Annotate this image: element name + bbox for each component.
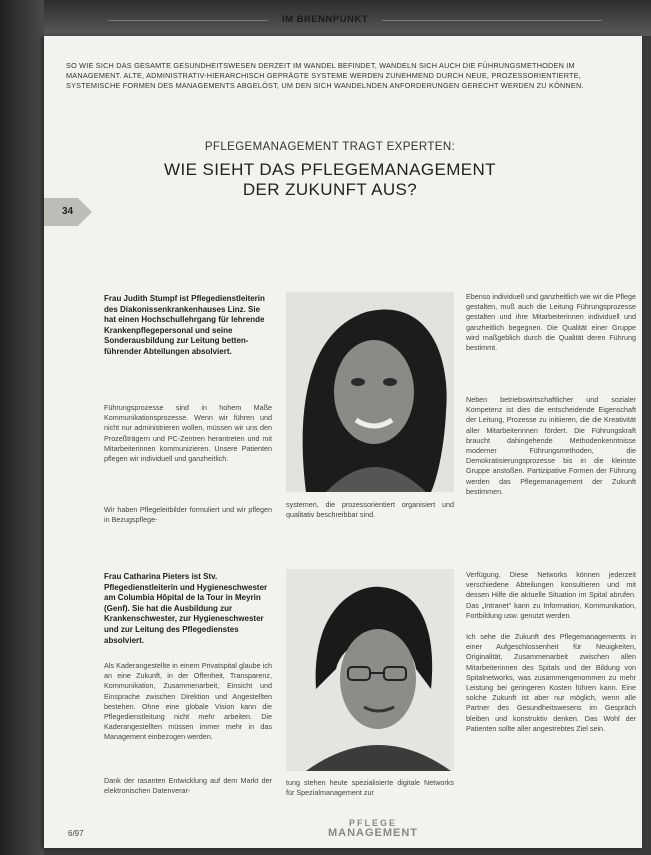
binding-gutter bbox=[0, 0, 44, 855]
section-label: IM BRENNPUNKT bbox=[281, 14, 369, 25]
portrait-catharina-pieters bbox=[286, 569, 454, 771]
article1-col3-p2: Neben betriebswirtschaftlicher und sozialer Kompetenz ist dies die entscheidende Eigenschaft der Leitung, Prozesse zu initiieren, die die Kreativität aller Mitarbeiterinnen fördert. Die Führungskraft braucht dahingehende Methodenkenntnisse moderner Führungsmethoden, die Demokratisierungsprozesse bis in die kleinste Gruppe anstoßen. Partizipative Formen der Führung werden das Pflegemanagement der Zukunft bestimmen. bbox=[466, 395, 636, 496]
bio-judith-stumpf: Frau Judith Stumpf ist Pflegedienstleiterin des Diakonissenkrankenhauses Linz. Sie hat einen Hochschullehrgang für lehrende Krankenpflegepersonal und seine Sonderausbildung zur Leitung bettenführender Abteilungen absolviert. bbox=[104, 294, 265, 356]
article1-col1-p2: Wir haben Pflegeleitbilder formuliert und wir pflegen in Bezugspflege- bbox=[104, 505, 272, 525]
header-rule-right bbox=[382, 20, 602, 21]
article1-col2-bottom: systemen, die prozessorientiert organisiert und qualitativ beschreibbar sind. bbox=[286, 500, 454, 520]
portrait-photo-2 bbox=[286, 569, 454, 771]
article2-col1-p1: Als Kaderangestellte in einem Privatspital glaube ich an eine Zukunft, in der Offenheit, Transparenz, Kommunikation, Zusammenarbeit, Einsicht und Einsprache zwischen Direktion und Angestellten bestehen. Ohne eine globale Vision kann die Pflegedienstleitung nicht mehr arbeiten. Die Kaderangestellten müssen immer mehr in das Management einbezogen werden. bbox=[104, 661, 272, 742]
magazine-logo bbox=[318, 818, 428, 838]
portrait-judith-stumpf bbox=[286, 292, 454, 492]
headline bbox=[100, 160, 560, 200]
intro-paragraph: SO WIE SICH DAS GESAMTE GESUNDHEITSWESEN DERZEIT IM WANDEL BEFINDET, WANDELN SICH AUCH DIE FÜHRUNGSMETHODEN IM MANAGEMENT. ALTE, ADMINISTRATIV-HIERARCHISCH GEPRÄGTE SYSTEME WERDEN ZUNEHMEND DURCH NEUE, PROZESSORIENTIERTE, SYSTEMISCHE FORMEN DES MANAGEMENTS ABGELÖST, UM DEN SICH WANDELNDEN ANFORDERUNGEN GERECHT WERDEN ZU KÖNNEN. bbox=[66, 61, 584, 90]
logo-line-1: PFLEGE bbox=[348, 818, 397, 828]
portrait-photo-1 bbox=[286, 292, 454, 492]
bio-catharina-pieters: Frau Catharina Pieters ist Stv. Pflegedienstleiterin und Hygieneschwester am Columbia Hôpital de la Tour in Meyrin (Genf). Sie hat die Ausbildung zur Krankenschwester, zur Hygieneschwester und zur Leitung des Pflegedienstes absolviert. bbox=[104, 572, 268, 645]
page-number: 34 bbox=[62, 206, 74, 217]
headline-line-1: WIE SIEHT DAS PFLEGEMANAGEMENT bbox=[164, 160, 496, 179]
article1-col1-p1: Führungsprozesse sind in hohem Maße Kommunikationsprozesse. Wenn wir führen und nicht nur administrieren wollen, müssen wir uns den Prozeßträgern und PC-Zentren herantreten und mit Mitarbeiterinnen kommunizieren. Unsere Patienten pflegen wir individuell und ganzheitlich. bbox=[104, 403, 272, 464]
page-number-badge bbox=[44, 194, 94, 230]
headline-kicker: PFLEGEMANAGEMENT TRAGT EXPERTEN: bbox=[204, 141, 456, 153]
issue-number: 6/97 bbox=[68, 829, 84, 838]
article1-col3-p1: Ebenso individuell und ganzheitlich wie wir die Pflege gestalten, muß auch die Leitung Führungsprozesse gestalten und ihre Mitarbeiterinnen individuell und ganzheitlich begegnen. Die Qualität einer Gruppe wird maßgeblich durch die Qualität deren Führung bestimmt. bbox=[466, 292, 636, 353]
article2-col3-p2: Ich sehe die Zukunft des Pflegemanagements in einer Aufgeschlossenheit für Neuigkeiten, Originalität, Zusammenarbeit zwischen allen Mitarbeiterinnen des Spitals und der Bildung von Spitalnetworks, was zusammengenommen zu mehr Leistung bei geringeren Kosten führen kann. Eine solche Zukunft ist aber nur möglich, wenn alle Partner des Gesundheitswesens im Gespräch bleiben und konstruktiv denken. Das Wohl der Patienten sollte aller angestrebtes Ziel sein. bbox=[466, 632, 636, 733]
article2-col2-bottom: tung stehen heute spezialisierte digitale Networks für Spezialmanagement zur bbox=[286, 778, 454, 798]
logo-line-2: MANAGEMENT bbox=[327, 827, 419, 839]
article2-col1-p2: Dank der rasanten Entwicklung auf dem Markt der elektronischen Datenverar- bbox=[104, 776, 272, 796]
headline-line-2: DER ZUKUNFT AUS? bbox=[242, 180, 418, 199]
article2-col3-p1: Verfügung. Diese Networks können jederzeit verschiedene Abteilungen konsultieren und mit dessen Hilfe die aktuelle Situation im Spital abrufen. Das „Intranet“ kann zu Information, Kommunikation, Fortbildung usw. genutzt werden. bbox=[466, 570, 636, 620]
header-rule-left bbox=[108, 20, 268, 21]
